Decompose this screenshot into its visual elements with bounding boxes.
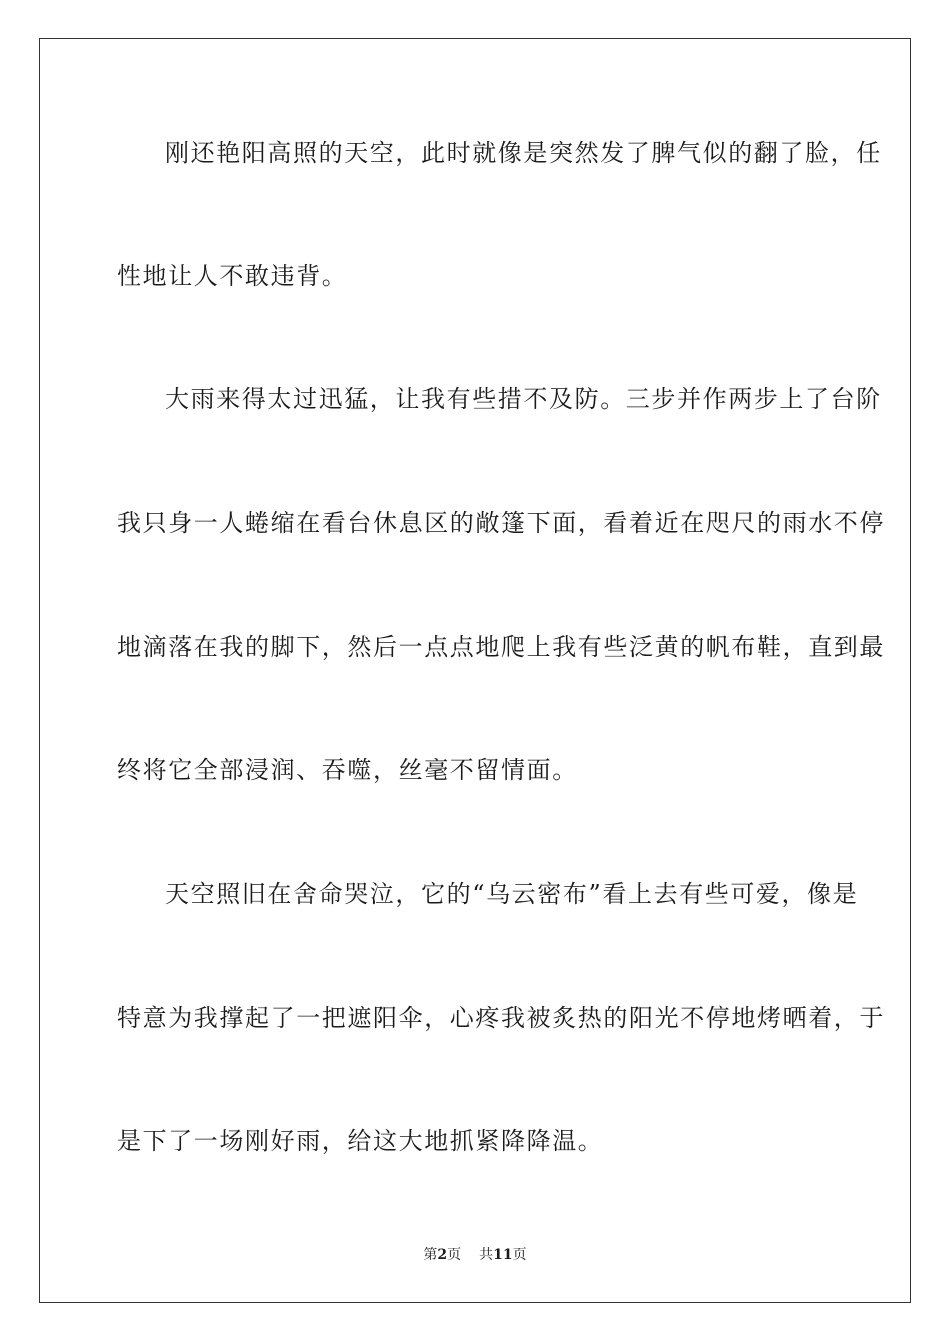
paragraph-2-line-1: 大雨来得太过迅猛，让我有些措不及防。三步并作两步上了台阶	[165, 385, 882, 413]
footer-total-suffix: 页	[512, 1247, 527, 1263]
paragraph-4-line-1: 天空照旧在舍命哭泣，它的“乌云密布”看上去有些可爱，像是	[165, 880, 859, 908]
page-border	[39, 38, 911, 1303]
paragraph-3-line-1: 我只身一人蜷缩在看台休息区的敞篷下面，看着近在咫尺的雨水不停	[117, 509, 885, 537]
page-footer	[0, 1246, 950, 1264]
paragraph-3-line-2: 地滴落在我的脚下，然后一点点地爬上我有些泛黄的帆布鞋，直到最	[117, 633, 885, 661]
footer-page-prefix: 第	[423, 1247, 438, 1263]
footer-page-suffix: 页	[447, 1247, 462, 1263]
footer-page-number: 2	[437, 1247, 448, 1263]
footer-total-pages: 11	[493, 1247, 513, 1263]
paragraph-1-line-1: 刚还艳阳高照的天空，此时就像是突然发了脾气似的翻了脸，任	[165, 139, 882, 167]
paragraph-4-line-3: 是下了一场刚好雨，给这大地抓紧降降温。	[117, 1127, 604, 1155]
paragraph-4-line-2: 特意为我撑起了一把遮阳伞，心疼我被炙热的阳光不停地烤晒着，于	[117, 1004, 885, 1032]
paragraph-1-line-2: 性地让人不敢违背。	[117, 262, 348, 290]
footer-total-prefix: 共	[479, 1247, 494, 1263]
paragraph-3-line-3: 终将它全部浸润、吞噬，丝毫不留情面。	[117, 756, 578, 784]
